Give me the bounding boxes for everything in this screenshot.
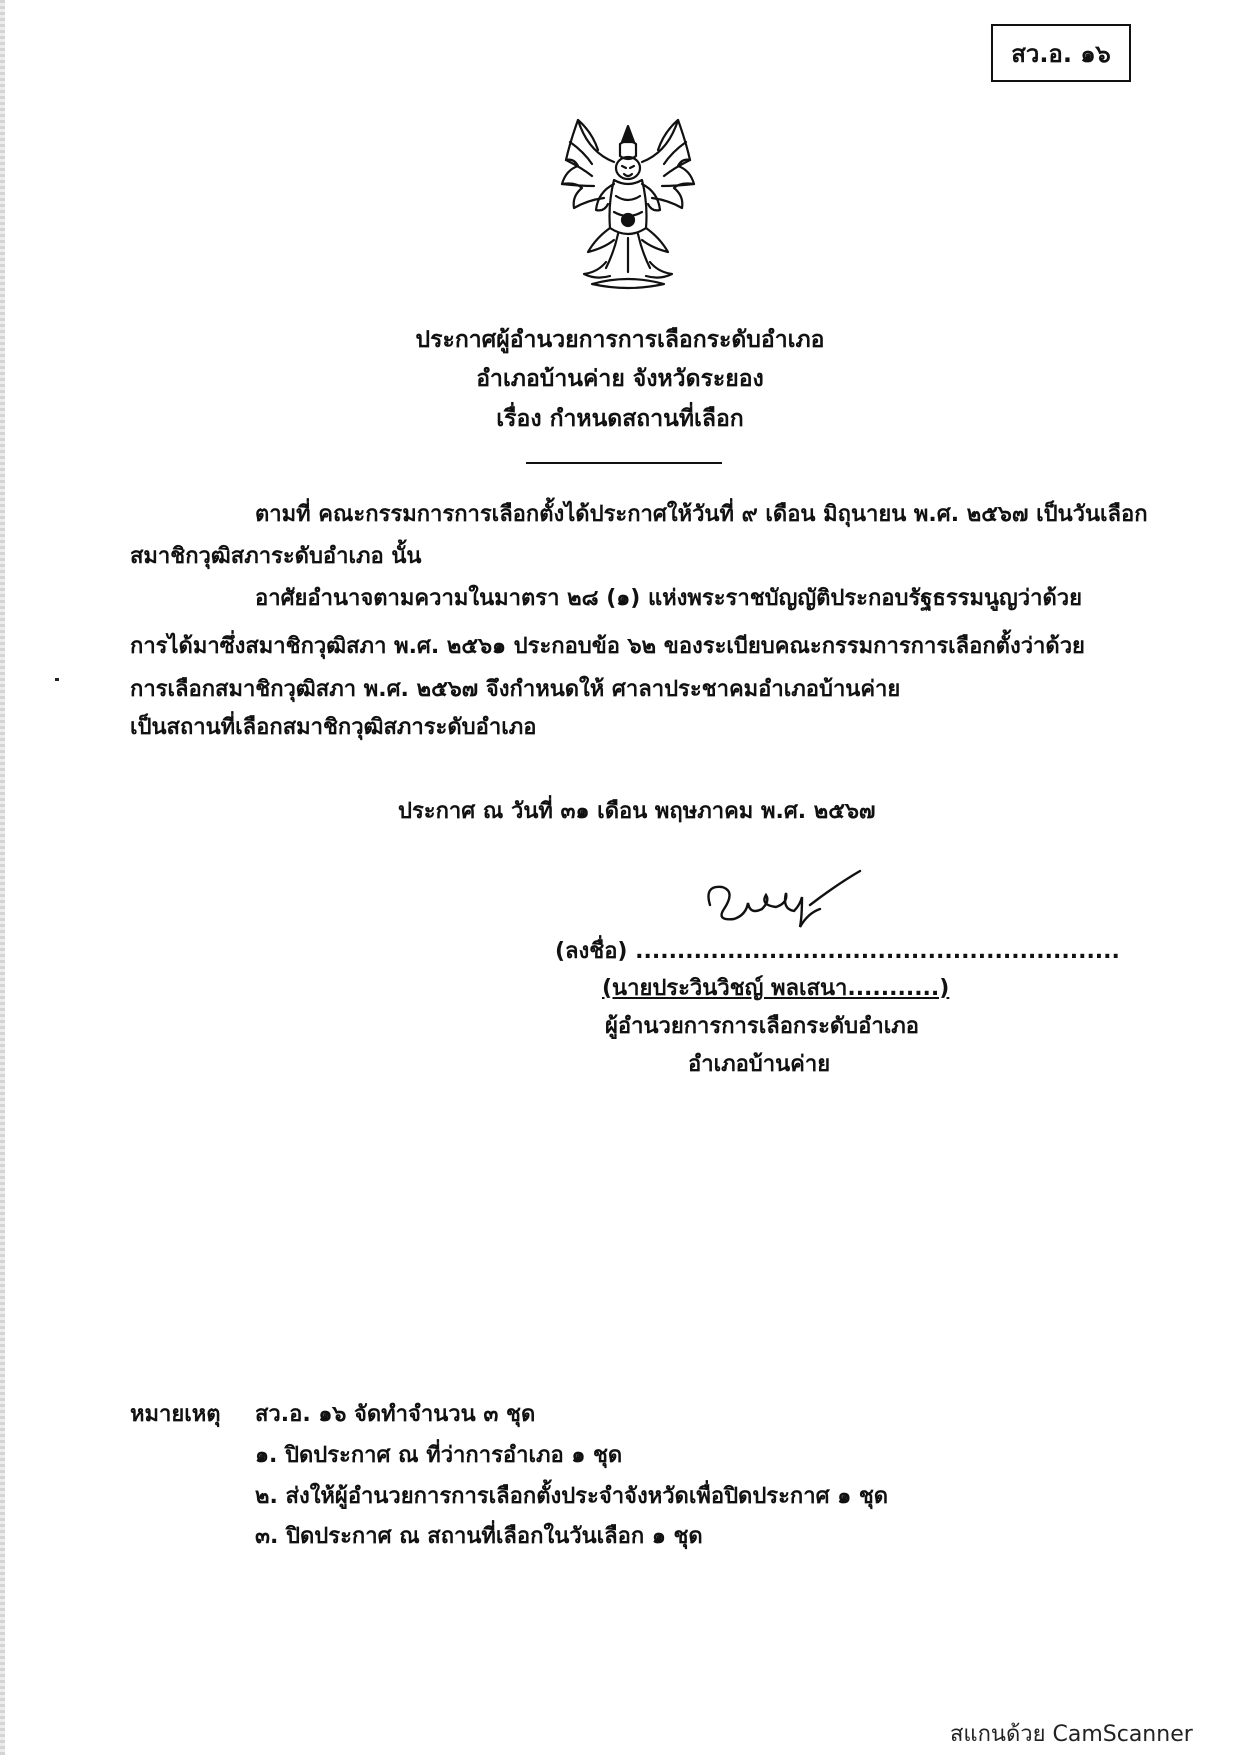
- title-divider: [526, 462, 722, 464]
- garuda-emblem-icon: [548, 112, 708, 292]
- body-paragraph-1-line-2: สมาชิกวุฒิสภาระดับอำเภอ นั้น: [130, 544, 422, 569]
- body-paragraph-2-line-3: การเลือกสมาชิกวุฒิสภา พ.ศ. ๒๕๖๗ จึงกำหนดให้ ศาลาประชาคมอำเภอบ้านค่าย: [130, 677, 901, 702]
- note-item: สว.อ. ๑๖ จัดทำจำนวน ๓ ชุด: [255, 1402, 536, 1427]
- scan-speck: [55, 678, 59, 681]
- form-code-box: [991, 24, 1131, 82]
- signatory-office: อำเภอบ้านค่าย: [688, 1052, 831, 1077]
- note-item: ๑. ปิดประกาศ ณ ที่ว่าการอำเภอ ๑ ชุด: [255, 1443, 623, 1468]
- notes-label: หมายเหตุ: [130, 1402, 221, 1427]
- form-code: สว.อ. ๑๖: [1011, 39, 1111, 68]
- body-paragraph-2-line-4: เป็นสถานที่เลือกสมาชิกวุฒิสภาระดับอำเภอ: [130, 715, 537, 740]
- note-item: ๓. ปิดประกาศ ณ สถานที่เลือกในวันเลือก ๑ ชุด: [255, 1524, 703, 1549]
- header-subject: เรื่อง กำหนดสถานที่เลือก: [496, 406, 744, 432]
- body-paragraph-1-line-1: ตามที่ คณะกรรมการการเลือกตั้งได้ประกาศให้วันที่ ๙ เดือน มิถุนายน พ.ศ. ๒๕๖๗ เป็นวันเลือก: [255, 502, 1148, 527]
- signature-line: (ลงชื่อ) ..........................................................: [555, 939, 1120, 964]
- header-district: อำเภอบ้านค่าย จังหวัดระยอง: [476, 366, 764, 392]
- signatory-name: (นายประวินวิชญ์ พลเสนา...........): [602, 976, 950, 1001]
- body-paragraph-2-line-2: การได้มาซึ่งสมาชิกวุฒิสภา พ.ศ. ๒๕๖๑ ประกอบข้อ ๖๒ ของระเบียบคณะกรรมการการเลือกตั้งว่าด้วย: [130, 634, 1085, 659]
- body-paragraph-2-line-1: อาศัยอำนาจตามความในมาตรา ๒๘ (๑) แห่งพระราชบัญญัติประกอบรัฐธรรมนูญว่าด้วย: [255, 586, 1082, 611]
- signatory-position: ผู้อำนวยการการเลือกระดับอำเภอ: [605, 1014, 919, 1039]
- header-title: ประกาศผู้อำนวยการการเลือกระดับอำเภอ: [415, 327, 825, 353]
- announcement-date: ประกาศ ณ วันที่ ๓๑ เดือน พฤษภาคม พ.ศ. ๒๕๖๗: [398, 799, 876, 824]
- scanner-watermark: สแกนด้วย CamScanner: [950, 1722, 1193, 1747]
- note-item: ๒. ส่งให้ผู้อำนวยการการเลือกตั้งประจำจังหวัดเพื่อปิดประกาศ ๑ ชุด: [255, 1484, 889, 1509]
- scan-edge: [0, 0, 5, 1755]
